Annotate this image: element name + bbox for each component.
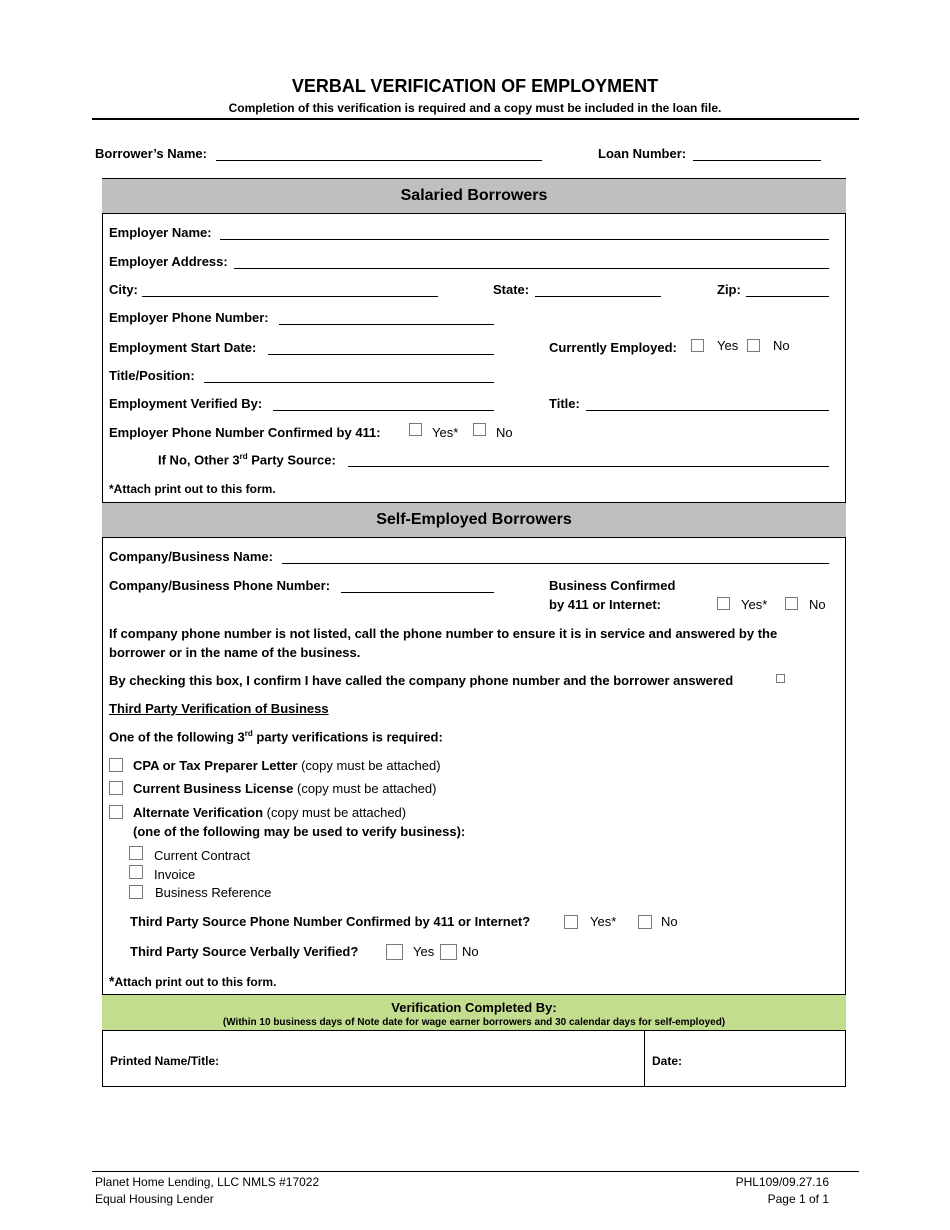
business-confirmed-yes-label: Yes* (741, 597, 768, 612)
one-of-suffix: party verifications is required: (252, 729, 443, 745)
business-reference-checkbox[interactable] (129, 885, 143, 899)
phone-confirmed-no-checkbox[interactable] (473, 423, 486, 436)
one-of-sup: rd (244, 729, 253, 738)
page-title: VERBAL VERIFICATION OF EMPLOYMENT (291, 76, 659, 96)
employer-name-field[interactable] (220, 239, 829, 240)
not-listed-line-2: borrower or in the name of the business. (109, 645, 361, 660)
employer-address-label: Employer Address: (109, 254, 228, 269)
phone-confirmed-411-label: Employer Phone Number Confirmed by 411: (109, 425, 381, 440)
completed-subheading: (Within 10 business days of Note date for wage earner borrowers and 30 calendar days for self-employed) (222, 1017, 726, 1028)
alternate-verification-checkbox[interactable] (109, 805, 123, 819)
footer-equal-housing: Equal Housing Lender (95, 1192, 214, 1206)
tp-phone-yes-label: Yes* (590, 914, 617, 929)
tp-phone-no-checkbox[interactable] (638, 915, 652, 929)
footer-company: Planet Home Lending, LLC NMLS #17022 (95, 1175, 320, 1189)
currently-employed-no-label: No (773, 338, 790, 353)
currently-employed-label: Currently Employed: (549, 340, 677, 355)
business-confirmed-no-label: No (809, 597, 826, 612)
company-phone-field[interactable] (341, 592, 494, 593)
tp-verbally-yes-label: Yes (413, 944, 435, 959)
verifier-title-label: Title: (549, 396, 580, 411)
business-confirmed-label-1: Business Confirmed (549, 578, 676, 593)
business-license-option (133, 781, 436, 796)
business-confirmed-no-checkbox[interactable] (785, 597, 798, 610)
company-phone-label: Company/Business Phone Number: (109, 578, 331, 593)
title-position-field[interactable] (204, 382, 494, 383)
verified-by-label: Employment Verified By: (109, 396, 263, 411)
start-date-field[interactable] (268, 354, 494, 355)
borrower-name-label: Borrower’s Name: (95, 146, 207, 161)
invoice-label: Invoice (154, 867, 196, 882)
currently-employed-yes-label: Yes (717, 338, 739, 353)
printed-name-field[interactable] (230, 1040, 635, 1080)
attach-star: * (109, 973, 115, 989)
completed-heading: Verification Completed By: (391, 1000, 557, 1015)
loan-number-label: Loan Number: (598, 146, 687, 161)
tp-phone-no-label: No (661, 914, 678, 929)
self-employed-section-header (102, 502, 846, 538)
business-license-note: (copy must be attached) (293, 781, 437, 796)
employer-name-label: Employer Name: (109, 225, 212, 240)
cpa-letter-note: (copy must be attached) (297, 758, 441, 773)
city-field[interactable] (142, 296, 438, 297)
company-name-field[interactable] (282, 563, 829, 564)
footer-form-id: PHL109/09.27.16 (735, 1175, 829, 1189)
business-confirmed-yes-checkbox[interactable] (717, 597, 730, 610)
business-reference-label: Business Reference (155, 885, 272, 900)
self-employed-attach-note (109, 973, 276, 989)
business-license-label: Current Business License (133, 781, 294, 796)
current-contract-label: Current Contract (154, 848, 251, 863)
page-subtitle: Completion of this verification is required and a copy must be included in the loan file. (228, 101, 722, 115)
confirm-called-label: By checking this box, I confirm I have called the company phone number and the borrower answered (109, 673, 734, 688)
date-label: Date: (652, 1054, 683, 1068)
start-date-label: Employment Start Date: (109, 340, 257, 355)
state-label: State: (493, 282, 530, 297)
not-listed-line-1: If company phone number is not listed, call the phone number to ensure it is in service and answered by the (109, 626, 778, 641)
self-employed-heading: Self-Employed Borrowers (376, 511, 572, 528)
tp-phone-confirmed-label: Third Party Source Phone Number Confirmed by 411 or Internet? (130, 914, 531, 929)
other-source-suffix: Party Source: (247, 452, 336, 468)
invoice-checkbox[interactable] (129, 865, 143, 879)
business-license-checkbox[interactable] (109, 781, 123, 795)
phone-confirmed-no-label: No (496, 425, 513, 440)
tp-phone-yes-checkbox[interactable] (564, 915, 578, 929)
business-confirmed-label-2: by 411 or Internet: (549, 597, 661, 612)
footer-page-number: Page 1 of 1 (767, 1192, 829, 1206)
title-position-label: Title/Position: (109, 368, 195, 383)
loan-number-field[interactable] (693, 160, 821, 161)
third-party-heading: Third Party Verification of Business (109, 701, 329, 716)
confirm-called-checkbox[interactable] (776, 674, 785, 683)
tp-verbally-yes-checkbox[interactable] (386, 944, 403, 960)
current-contract-checkbox[interactable] (129, 846, 143, 860)
alternate-verification-label: Alternate Verification (133, 805, 264, 820)
other-source-sup: rd (239, 452, 248, 461)
borrower-name-field[interactable] (216, 160, 542, 161)
employer-phone-field[interactable] (279, 324, 494, 325)
date-field[interactable] (690, 1040, 838, 1080)
cpa-letter-option (133, 758, 441, 773)
city-label: City: (109, 282, 138, 297)
alternate-verification-note: (copy must be attached) (263, 805, 407, 820)
tp-verbally-no-label: No (462, 944, 479, 959)
tp-verbally-label: Third Party Source Verbally Verified? (130, 944, 359, 959)
cpa-letter-label: CPA or Tax Preparer Letter (133, 758, 298, 773)
verifier-title-field[interactable] (586, 410, 829, 411)
cpa-letter-checkbox[interactable] (109, 758, 123, 772)
employer-phone-label: Employer Phone Number: (109, 310, 269, 325)
currently-employed-yes-checkbox[interactable] (691, 339, 704, 352)
completed-divider (644, 1031, 645, 1087)
salaried-section-header (102, 178, 846, 214)
tp-verbally-no-checkbox[interactable] (440, 944, 457, 960)
header-rule (92, 118, 859, 120)
salaried-attach-note: *Attach print out to this form. (109, 482, 276, 496)
zip-field[interactable] (746, 296, 829, 297)
salaried-heading: Salaried Borrowers (400, 187, 548, 204)
currently-employed-no-checkbox[interactable] (747, 339, 760, 352)
printed-name-label: Printed Name/Title: (110, 1054, 220, 1068)
other-source-prefix: If No, Other 3 (158, 452, 240, 468)
state-field[interactable] (535, 296, 661, 297)
company-name-label: Company/Business Name: (109, 549, 273, 564)
alternate-verification-option (133, 805, 406, 820)
phone-confirmed-yes-label: Yes* (432, 425, 459, 440)
other-source-field[interactable] (348, 466, 829, 467)
phone-confirmed-yes-checkbox[interactable] (409, 423, 422, 436)
employer-address-field[interactable] (234, 268, 829, 269)
alternate-sub-label: (one of the following may be used to verify business): (133, 824, 466, 839)
footer-rule (92, 1171, 859, 1172)
verified-by-field[interactable] (273, 410, 494, 411)
zip-label: Zip: (717, 282, 741, 297)
other-source-label (158, 452, 336, 467)
one-of-following-label (109, 729, 443, 744)
attach-note-text: Attach print out to this form. (114, 975, 277, 989)
one-of-prefix: One of the following 3 (109, 729, 245, 745)
